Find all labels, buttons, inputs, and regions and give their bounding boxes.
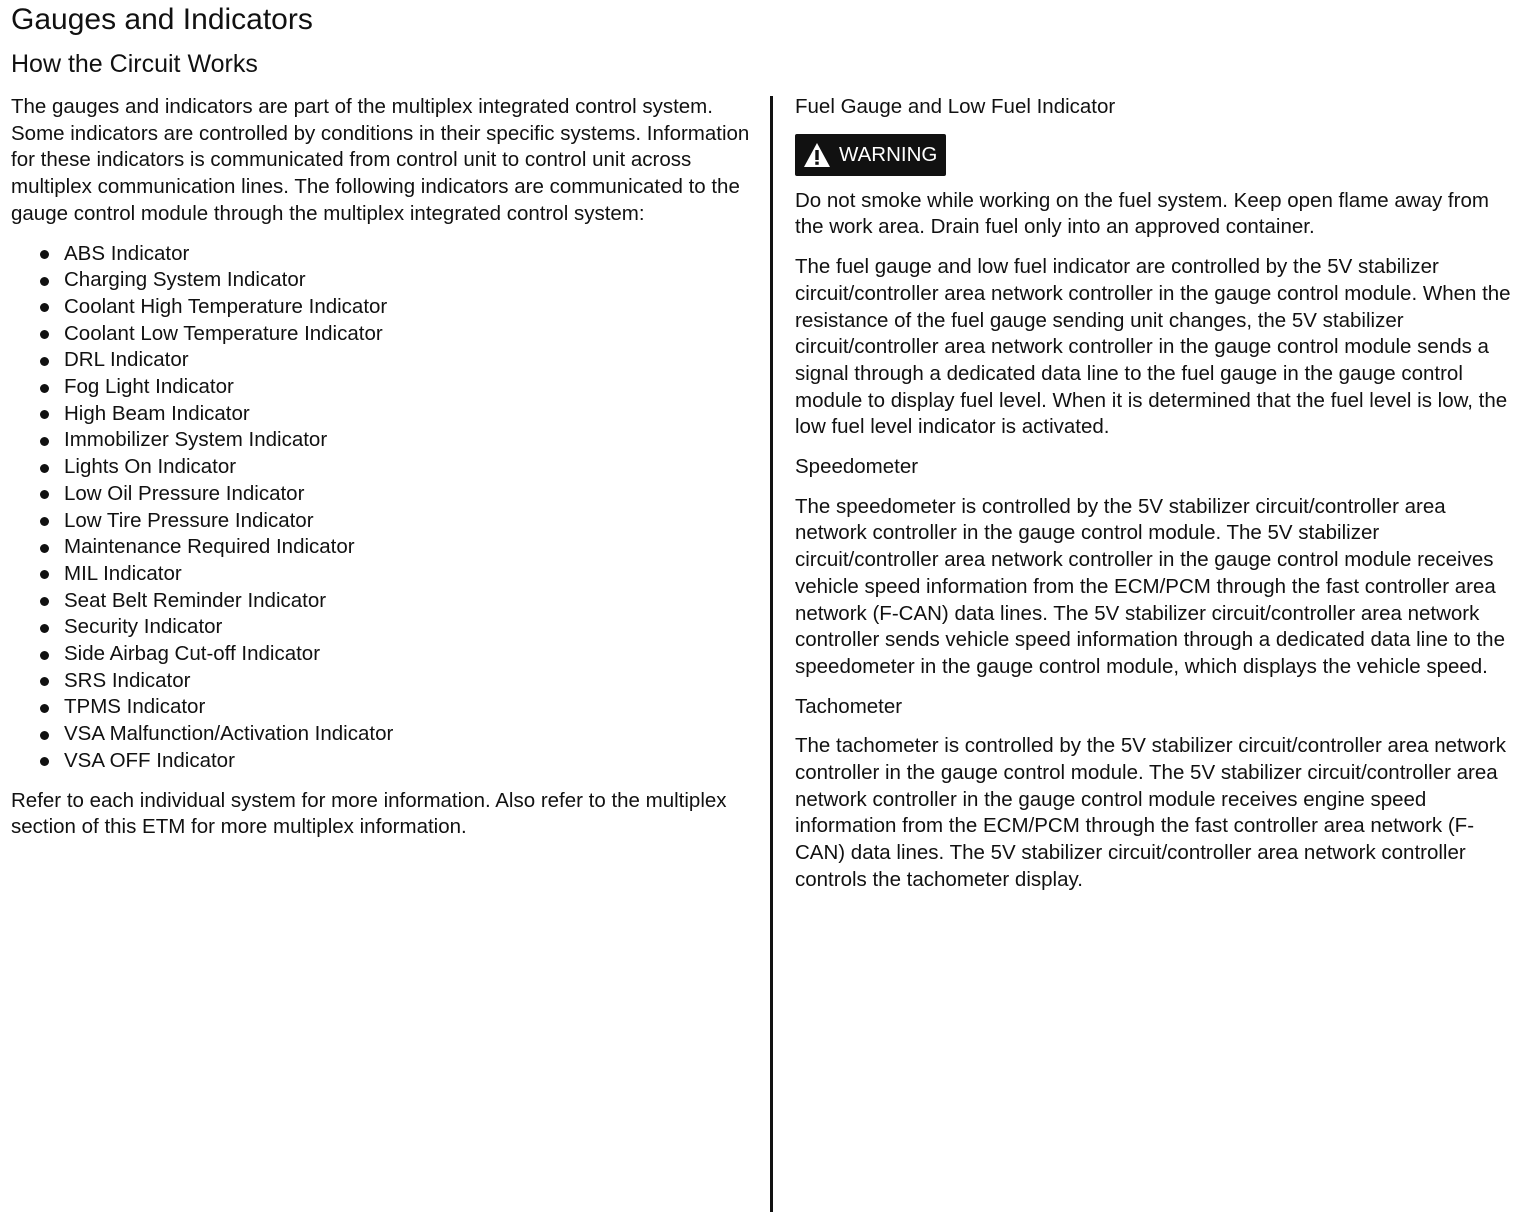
- indicator-list: [11, 241, 756, 775]
- bullet-icon: [40, 437, 49, 446]
- speedometer-heading: Speedometer: [795, 455, 919, 479]
- intro-paragraph: The gauges and indicators are part of the multiplex integrated control system. Some indicators are controlled by conditions in their specific systems. Information for these indicators is communicated from control unit to control unit across multiplex communication lines. The following indicators are communicated to the gauge control module through the multiplex integrated control system:: [11, 95, 750, 225]
- list-item: [11, 481, 756, 508]
- list-item: [11, 321, 756, 348]
- bullet-icon: [40, 357, 49, 366]
- list-item: [11, 641, 756, 668]
- list-item-label: VSA OFF Indicator: [64, 748, 235, 772]
- bullet-icon: [40, 651, 49, 660]
- bullet-icon: [40, 464, 49, 473]
- list-item-label: Maintenance Required Indicator: [64, 535, 355, 559]
- speedometer-text: The speedometer is controlled by the 5V stabilizer circuit/controller area network controller in the gauge control module. The 5V stabilizer circuit/controller area network controller in the gauge control module receives vehicle speed information from the ECM/PCM through the fast controller area network (F-CAN) data lines. The 5V stabilizer circuit/controller area network controller sends vehicle speed information through a dedicated data line to the speedometer in the gauge control module, which displays the vehicle speed.: [795, 494, 1505, 678]
- list-item: [11, 294, 756, 321]
- fuel-gauge-heading: Fuel Gauge and Low Fuel Indicator: [795, 95, 1116, 118]
- list-item: [11, 561, 756, 588]
- left-column: [11, 94, 756, 841]
- bullet-icon: [40, 757, 49, 766]
- bullet-icon: [40, 597, 49, 606]
- list-item: [11, 534, 756, 561]
- tachometer-text: The tachometer is controlled by the 5V stabilizer circuit/controller area network controller in the gauge control module. The 5V stabilizer circuit/controller area network controller in the gauge control module receives engine speed information from the ECM/PCM through the fast controller area network (F-CAN) data lines. The 5V stabilizer circuit/controller area network controller controls the tachometer display.: [795, 734, 1506, 891]
- list-item: [11, 668, 756, 695]
- bullet-icon: [40, 704, 49, 713]
- list-item-label: Coolant Low Temperature Indicator: [64, 321, 383, 345]
- list-item: [11, 374, 756, 401]
- list-item: [11, 427, 756, 454]
- list-item-label: Security Indicator: [64, 615, 223, 639]
- list-item: [11, 267, 756, 294]
- bullet-icon: [40, 277, 49, 286]
- list-item: [11, 347, 756, 374]
- list-item-label: DRL Indicator: [64, 348, 189, 372]
- list-item-label: Low Oil Pressure Indicator: [64, 481, 305, 505]
- bullet-icon: [40, 544, 49, 553]
- list-item-label: Lights On Indicator: [64, 455, 237, 479]
- list-item-label: TPMS Indicator: [64, 695, 206, 719]
- bullet-icon: [40, 250, 49, 259]
- list-item-label: High Beam Indicator: [64, 401, 250, 425]
- list-item: [11, 721, 756, 748]
- bullet-icon: [40, 570, 49, 579]
- warning-badge: [795, 134, 946, 176]
- list-item-label: Side Airbag Cut-off Indicator: [64, 642, 321, 666]
- list-item-label: VSA Malfunction/Activation Indicator: [64, 722, 394, 746]
- bullet-icon: [40, 490, 49, 499]
- tachometer-heading: Tachometer: [795, 694, 903, 718]
- outro-paragraph: Refer to each individual system for more information. Also refer to the multiplex section of this ETM for more multiplex information.: [11, 788, 727, 839]
- list-item-label: Immobilizer System Indicator: [64, 428, 328, 452]
- section-title: How the Circuit Works: [11, 50, 258, 78]
- bullet-icon: [40, 677, 49, 686]
- bullet-icon: [40, 330, 49, 339]
- bullet-icon: [40, 624, 49, 633]
- list-item-label: Coolant High Temperature Indicator: [64, 294, 388, 318]
- list-item-label: SRS Indicator: [64, 668, 191, 692]
- page-title: Gauges and Indicators: [11, 3, 313, 36]
- list-item-label: Fog Light Indicator: [64, 375, 234, 399]
- list-item: [11, 241, 756, 268]
- column-divider: [770, 96, 773, 1212]
- bullet-icon: [40, 303, 49, 312]
- list-item: [11, 588, 756, 615]
- warning-label: WARNING: [839, 142, 938, 166]
- warning-text: Do not smoke while working on the fuel system. Keep open flame away from the work area. Drain fuel only into an approved container.: [795, 188, 1489, 239]
- list-item: [11, 508, 756, 535]
- list-item-label: ABS Indicator: [64, 241, 190, 265]
- bullet-icon: [40, 384, 49, 393]
- list-item-label: Low Tire Pressure Indicator: [64, 508, 314, 532]
- list-item: [11, 694, 756, 721]
- warning-triangle-icon: [803, 142, 831, 168]
- list-item: [11, 748, 756, 775]
- bullet-icon: [40, 517, 49, 526]
- list-item: [11, 614, 756, 641]
- right-column: [795, 94, 1513, 907]
- bullet-icon: [40, 410, 49, 419]
- list-item: [11, 401, 756, 428]
- list-item-label: Seat Belt Reminder Indicator: [64, 588, 327, 612]
- list-item-label: MIL Indicator: [64, 561, 182, 585]
- list-item-label: Charging System Indicator: [64, 268, 306, 292]
- bullet-icon: [40, 731, 49, 740]
- fuel-gauge-text: The fuel gauge and low fuel indicator are controlled by the 5V stabilizer circuit/controller area network controller in the gauge control module. When the resistance of the fuel gauge sending unit changes, the 5V stabilizer circuit/controller area network controller in the gauge control module sends a signal through a dedicated data line to the fuel gauge in the gauge control module to display fuel level. When it is determined that the fuel level is low, the low fuel level indicator is activated.: [795, 255, 1511, 439]
- list-item: [11, 454, 756, 481]
